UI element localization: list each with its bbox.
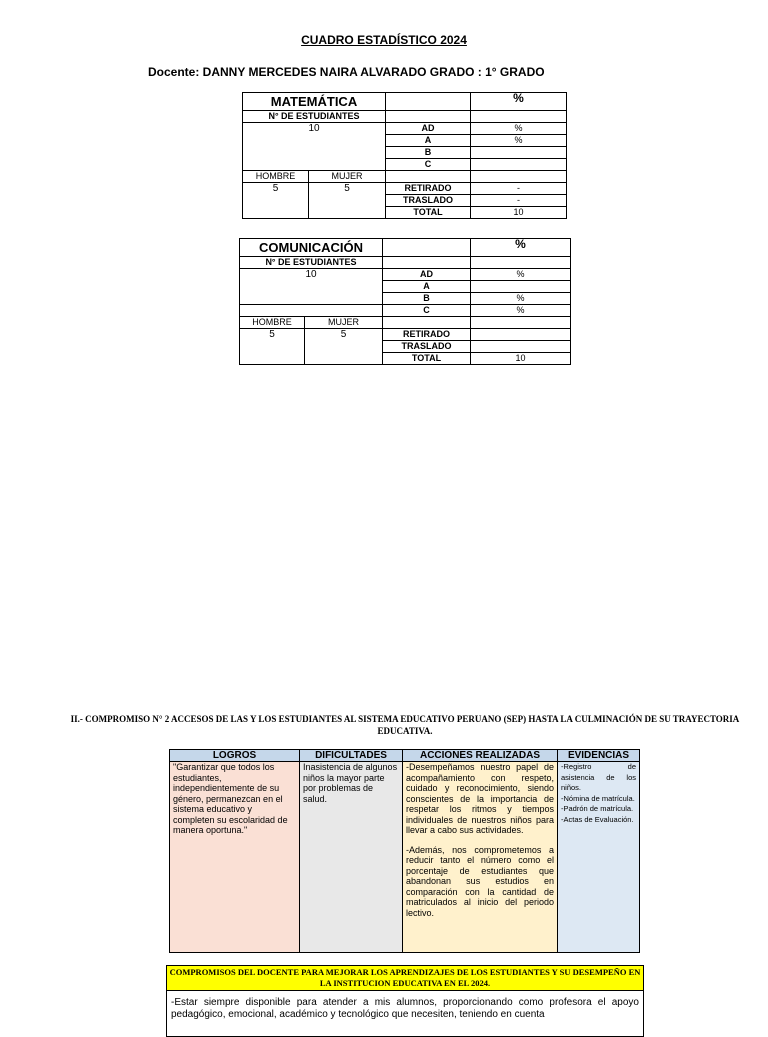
mujer-value: 5 <box>309 183 386 219</box>
level-label: A <box>383 281 471 293</box>
level-percent <box>471 147 567 159</box>
traslado-value: - <box>471 195 567 207</box>
column-header-evidencias: EVIDENCIAS <box>558 750 640 762</box>
column-header-acciones: ACCIONES REALIZADAS <box>403 750 558 762</box>
level-label: B <box>386 147 471 159</box>
evidencias-cell <box>558 762 640 953</box>
subject-heading: COMUNICACIÓN <box>240 239 383 257</box>
retirado-label: RETIRADO <box>386 183 471 195</box>
logros-cell: "Garantizar que todos los estudiantes, independientemente de su género, permanezcan en el sistema educativo y completen su escolaridad de manera oportuna." <box>170 762 300 953</box>
matematica-table <box>242 92 567 219</box>
retirado-value <box>471 329 571 341</box>
column-header-dificultades: DIFICULTADES <box>300 750 403 762</box>
level-label: AD <box>383 269 471 281</box>
acciones-paragraph: -Además, nos comprometemos a reducir tanto el número como el porcentaje de estudiantes que abandonan sus estudios en comparación con la cantidad de matriculados al inicio del periodo lectivo. <box>406 844 554 918</box>
comunicacion-table <box>239 238 571 365</box>
mujer-label: MUJER <box>305 317 383 329</box>
compromisos-docente-text: -Estar siempre disponible para atender a mis alumnos, proporcionando como profesora el apoyo pedagógico, emocional, académico y tecnológico que necesiten, teniendo en cuenta <box>171 997 639 1020</box>
docente-line: Docente: DANNY MERCEDES NAIRA ALVARADO GRADO : 1° GRADO <box>148 65 545 79</box>
level-percent <box>471 159 567 171</box>
evidencia-item: -Nómina de matrícula. <box>561 793 635 803</box>
level-label: B <box>383 293 471 305</box>
level-label: C <box>383 305 471 317</box>
n-estudiantes-value: 10 <box>243 123 386 171</box>
compromisos-docente-box <box>166 965 644 1037</box>
level-percent: % <box>471 269 571 281</box>
subject-heading: MATEMÁTICA <box>243 93 386 111</box>
acciones-paragraph: -Desempeñamos nuestro papel de acompañamiento con respeto, cuidado y reconocimiento, siendo conscientes de la importancia de respetar los ritmos y tiempos individuales de nuestros niños para llevar a cabo sus actividades. <box>406 762 554 835</box>
n-estudiantes-label: N° DE ESTUDIANTES <box>243 111 386 123</box>
total-label: TOTAL <box>386 207 471 219</box>
n-estudiantes-value: 10 <box>240 269 383 305</box>
level-percent: % <box>471 135 567 147</box>
total-value: 10 <box>471 207 567 219</box>
mujer-value: 5 <box>305 329 383 365</box>
n-estudiantes-label: N° DE ESTUDIANTES <box>240 257 383 269</box>
level-label: C <box>386 159 471 171</box>
level-percent: % <box>471 123 567 135</box>
level-percent: % <box>471 305 571 317</box>
traslado-label: TRASLADO <box>386 195 471 207</box>
evidencia-item: -Padrón de matrícula. <box>561 804 634 813</box>
traslado-value <box>471 341 571 353</box>
hombre-label: HOMBRE <box>243 171 309 183</box>
hombre-value: 5 <box>243 183 309 219</box>
document-title: CUADRO ESTADÍSTICO 2024 <box>301 33 467 47</box>
level-label: AD <box>386 123 471 135</box>
evidencia-item: -Registro de asistencia de los niños. <box>561 762 636 792</box>
traslado-label: TRASLADO <box>383 341 471 353</box>
retirado-label: RETIRADO <box>383 329 471 341</box>
acciones-cell <box>403 762 558 953</box>
hombre-label: HOMBRE <box>240 317 305 329</box>
column-header-logros: LOGROS <box>170 750 300 762</box>
percent-header: % <box>471 239 571 257</box>
total-value: 10 <box>471 353 571 365</box>
level-percent <box>471 281 571 293</box>
evidencia-item: -Actas de Evaluación. <box>561 814 634 824</box>
retirado-value: - <box>471 183 567 195</box>
mujer-label: MUJER <box>309 171 386 183</box>
level-percent: % <box>471 293 571 305</box>
dificultades-cell: Inasistencia de algunos niños la mayor parte por problemas de salud. <box>300 762 403 953</box>
compromiso-table <box>169 749 640 953</box>
section-2-title: II.- COMPROMISO N° 2 ACCESOS DE LAS Y LOS ESTUDIANTES AL SISTEMA EDUCATIVO PERUANO (SEP) HASTA LA CULMINACIÓN DE SU TRAYECTORIA EDUCATIVA. <box>70 714 740 736</box>
level-label: A <box>386 135 471 147</box>
compromisos-docente-header: COMPROMISOS DEL DOCENTE PARA MEJORAR LOS APRENDIZAJES DE LOS ESTUDIANTES Y SU DESEMPEÑO EN LA INSTITUCION EDUCATIVA EN EL 2024. <box>167 966 643 991</box>
hombre-value: 5 <box>240 329 305 365</box>
percent-header: % <box>471 93 567 111</box>
total-label: TOTAL <box>383 353 471 365</box>
